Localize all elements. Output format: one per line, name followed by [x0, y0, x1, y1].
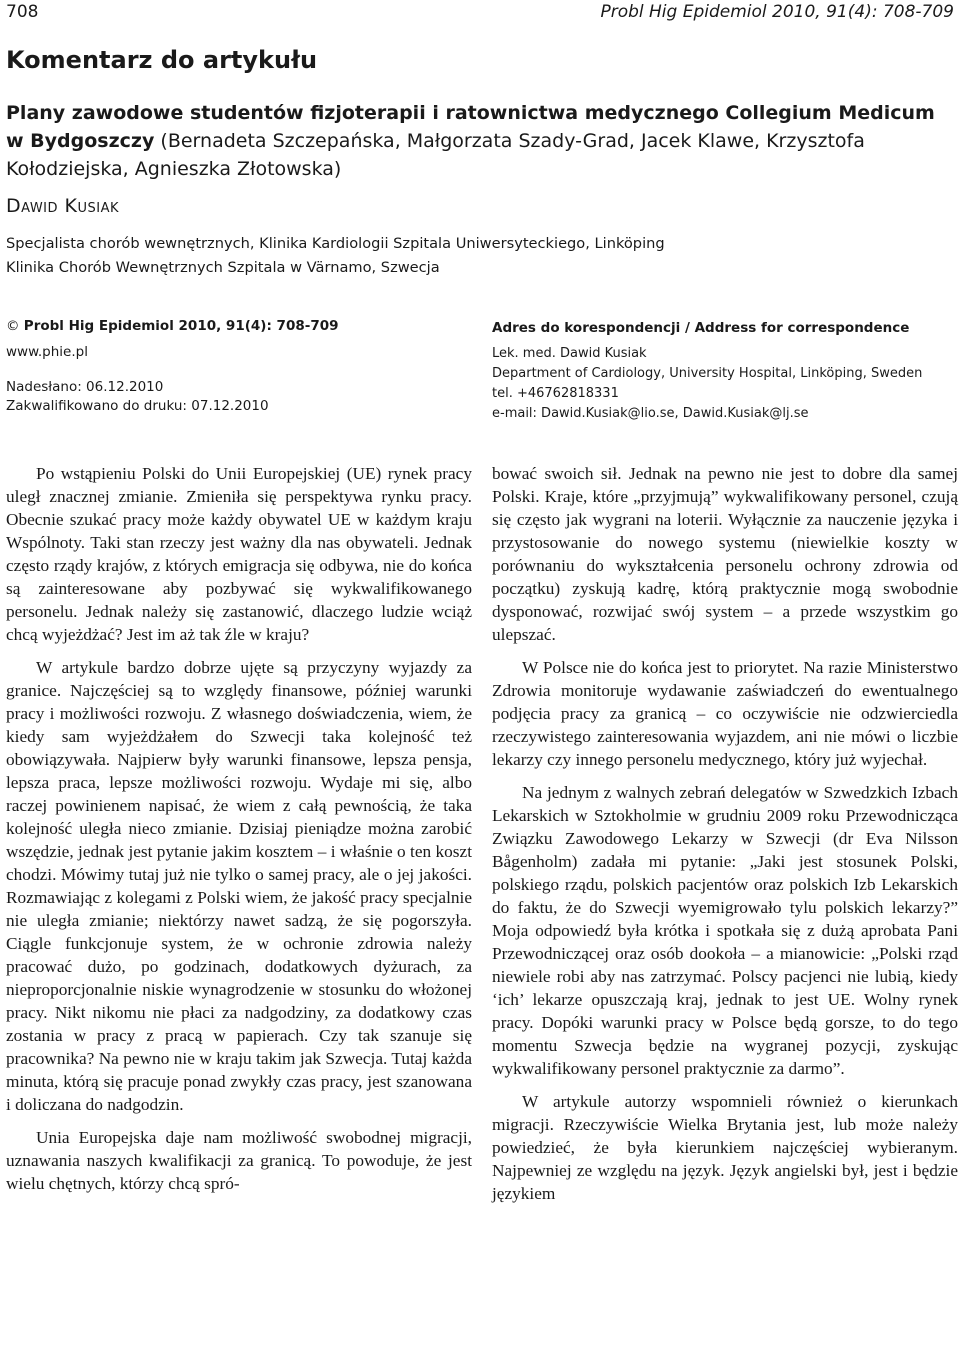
- body-column-left: [6, 462, 472, 1205]
- journal-reference: Probl Hig Epidemiol 2010, 91(4): 708-709: [600, 2, 954, 22]
- correspondence-email[interactable]: e-mail: Dawid.Kusiak@lio.se, Dawid.Kusiak@lj.se: [492, 406, 809, 421]
- body-column-right: [492, 462, 958, 1215]
- correspondence-department: Department of Cardiology, University Hospital, Linköping, Sweden: [492, 366, 923, 381]
- correspondence-block: [492, 318, 957, 424]
- paragraph: Unia Europejska daje nam możliwość swobodnej migracji, uznawania naszych kwalifikacji za granicą. To powoduje, że jest wielu chętnych, którzy chcą spró-: [6, 1128, 472, 1193]
- article-metadata: [6, 318, 476, 416]
- author-name: Dawid Kusiak: [6, 195, 120, 217]
- correspondence-name: Lek. med. Dawid Kusiak: [492, 346, 647, 361]
- page-header: [0, 0, 960, 26]
- received-date: Nadesłano: 06.12.2010: [6, 379, 164, 395]
- copyright-symbol: ©: [6, 318, 20, 334]
- affiliation-line: Specjalista chorób wewnętrznych, Klinika Kardiologii Szpitala Uniwersyteckiego, Linköping: [6, 235, 665, 252]
- section-title: Komentarz do artykułu: [6, 46, 318, 74]
- paragraph: W artykule autorzy wspomnieli również o kierunkach migracji. Rzeczywiście Wielka Brytania jest, lub może należy powiedzieć, że była kierunkiem najczęściej wybieranym. Najpewniej ze względu na język. Język angielski był, jest i będzie językiem: [492, 1092, 958, 1203]
- accepted-date: Zakwalifikowano do druku: 07.12.2010: [6, 398, 269, 414]
- website-link[interactable]: www.phie.pl: [6, 344, 88, 360]
- paragraph: Na jednym z walnych zebrań delegatów w Szwedzkich Izbach Lekarskich w Sztokholmie w grudniu 2009 roku Przewodnicząca Związku Zawodowego Lekarzy w Szwecji (dr Eva Nilsson Bågenholm) zadała mi pytanie: „Jaki jest stosunek Polski, polskiego rządu, polskich pacjentów oraz polskich Izb Lekarskich do faktu, że do Szwecji wyemigrowało tylu polskich lekarzy?” Moja odpowiedź była krótka i spotkała się z dużą aprobata Pani Przewodniczącej oraz osób dookoła – a mianowicie: „Polski rząd niewiele robi aby nas zatrzymać. Polscy pacjenci nie lubią, kiedy ‘ich’ lekarze opuszczają kraj, jednak to jest UE. Wolny rynek pracy. Dopóki warunki pracy w Polsce będą gorsze, to do tego momentu Szwecja będzie na wygranej pozycji, zyskując wykwalifikowany personel praktycznie za darmo”.: [492, 783, 958, 1078]
- article-title-authors: (Bernadeta Szczepańska, Małgorzata Szady-Grad, Jacek Klawe, Krzysztofa Kołodziejska, Agnieszka Złotowska): [6, 130, 865, 180]
- affiliation-line: Klinika Chorób Wewnętrznych Szpitala w Värnamo, Szwecja: [6, 259, 440, 276]
- paragraph: bować swoich sił. Jednak na pewno nie jest to dobre dla samej Polski. Kraje, które „przyjmują” wykwalifikowany personel, czują się często jak wygrani na loterii. Wyłącznie za nauczenie języka i przystosowanie do nowego systemu (niewielkie koszty w porównaniu do wykształcenia personelu ochrony zdrowia od początku) zyskują kadrę, którą praktycznie mogą swobodnie dysponować, rozwijać swój system – a przede wszystkim go ulepszać.: [492, 464, 958, 644]
- page-number: 708: [6, 2, 39, 22]
- author-affiliation: [6, 232, 665, 280]
- paragraph: W Polsce nie do końca jest to priorytet. Na razie Ministerstwo Zdrowia monitoruje wydawanie zaświadczeń do ewentualnego podjęcia pracy za granicą – co oczywiście nie odzwierciedla rzeczywistego zainteresowania wyjazdem, ani nie mówi o liczbie lekarzy czy innego personelu medycznego, który już wyjechał.: [492, 658, 958, 769]
- correspondence-phone: tel. +46762818331: [492, 386, 619, 401]
- article-title: [6, 99, 956, 183]
- article-title-main: Plany zawodowe studentów fizjoterapii i ratownictwa medycznego Collegium Medicum w Bydgoszczy: [6, 102, 935, 152]
- correspondence-heading: Adres do korespondencji / Address for correspondence: [492, 320, 910, 336]
- paragraph: Po wstąpieniu Polski do Unii Europejskiej (UE) rynek pracy uległ znacznej zmianie. Zmieniła się perspektywa rynku pracy. Obecnie szukać pracy może każdy obywatel UE w każdym kraju Wspólnoty. Taki stan rzeczy jest ważny dla nas obywateli. Jednak często rządy krajów, z których emigracja się odbywa, nie do końca są zainteresowane aby pozbywać się wykwalifikowanego personelu. Jednak należy się zastanowić, dlaczego ludzie wciąż chcą wyjeżdżać? Jest im aż tak źle w kraju?: [6, 464, 472, 644]
- paragraph: W artykule bardzo dobrze ujęte są przyczyny wyjazdy za granice. Najczęściej są to względy finansowe, później warunki pracy i możliwości rozwoju. Z własnego doświadczenia, wiem, że kiedy sam wyjeżdżałem do Szwecji taka kolejność też obowiązywała. Najpierw były warunki finansowe, lepsza pensja, lepsza praca, lepsze możliwości rozwoju. Wydaje mi się, albo raczej powinienem napisać, że wiem z całą pewnością, że taka kolejność uległa nieco zmianie. Dzisiaj pieniądze można zarobić wszędzie, jednak jest pytanie jakim kosztem – i właśnie o ten koszt chodzi. Mówimy tutaj już nie tylko o samej pracy, ale o jej jakości. Rozmawiając z kolegami z Polski wiem, że jakość pracy specjalnie nie uległa zmianie; niektórzy nawet sadzą, że się pogorszyła. Ciągle funkcjonuje system, że w ochronie zdrowia należy pracować dużo, po godzinach, dodatkowych dyżurach, za nieproporcjonalnie niskie wynagrodzenie w stosunku do włożonej pracy. Nikt nikomu nie płaci za nadgodziny, za dodatkowy czas zostania w pracy z pracą w papierach. Czy tak szanuje się pracownika? Na pewno nie w kraju takim jak Szwecja. Tutaj każda minuta, którą się pracuje ponad zwykły czas pracy, jest szanowana i doliczana do nadgodzin.: [6, 658, 472, 1114]
- citation-reference: Probl Hig Epidemiol 2010, 91(4): 708-709: [23, 318, 339, 334]
